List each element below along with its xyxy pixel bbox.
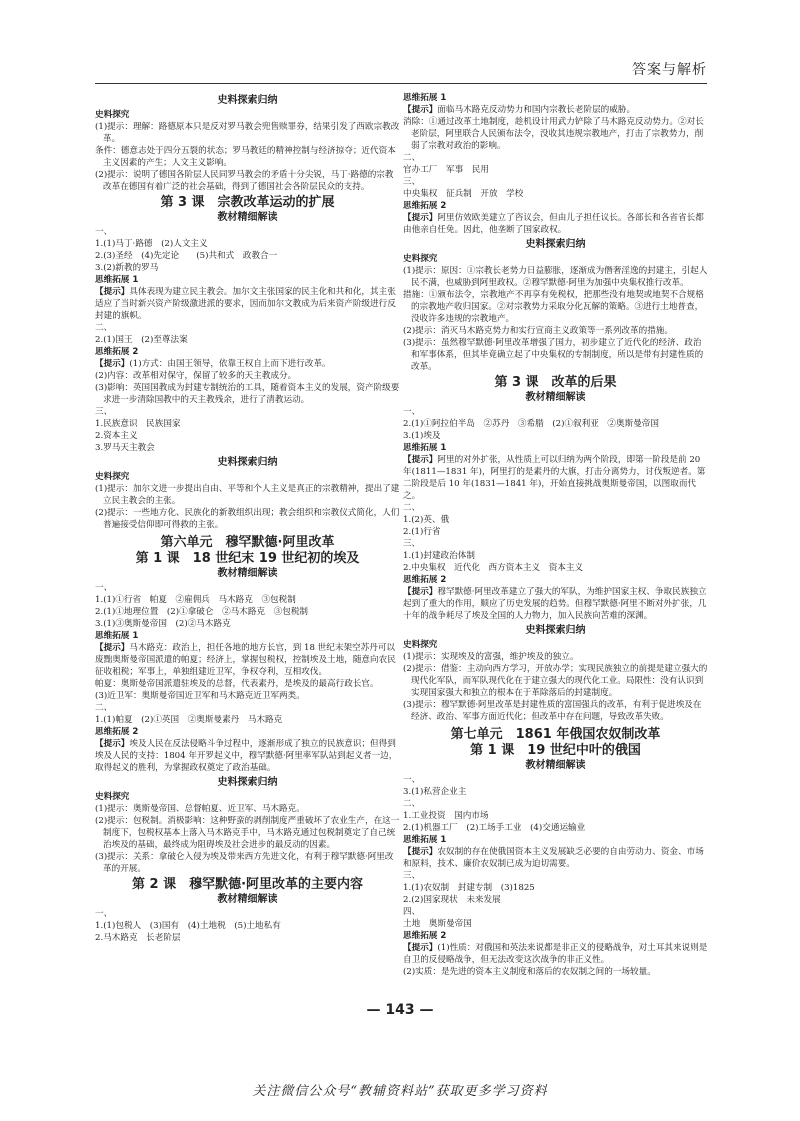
tip-text: 穆罕默德·阿里改革建立了强大的军队，为维护国家主权、争取民族独立起到了重大的作用，顺应了历史发展的趋势。但穆罕默德·阿里不断对外扩张，几十年的战争耗尽了埃及全国的人力物力，加入民族向苦难的深渊。 bbox=[403, 587, 707, 621]
section-title: 史料探索归纳 bbox=[217, 457, 278, 468]
extension-title: 思维拓展 2 bbox=[403, 931, 447, 941]
answer-line: (1)提示：理解：路德原本只是反对罗马教会兜售赎罪券，结果引发了西欧宗教改革。 bbox=[95, 122, 400, 144]
subsection-title: 史料探究 bbox=[403, 640, 438, 650]
answer-line: 中央集权 征兵制 开放 学校 bbox=[403, 189, 524, 199]
section-title: 史料探索归纳 bbox=[525, 625, 586, 636]
section-title: 教材精细解读 bbox=[525, 760, 586, 771]
answer-line: 2.(1)①地理位置 (2)①拿破仑 ②马木路克 ③包税制 bbox=[95, 607, 309, 617]
answer-line: 2.(3)圣经 (4)先定论 (5)共和式 政教合一 bbox=[95, 251, 278, 261]
answer-line: 3.(2)新教的罗马 bbox=[95, 263, 159, 273]
tip-text: 马木路克：政治上，担任各地的地方长官，到 18 世纪末架空苏丹可以废黜奥斯曼帝国派遣的帕夏；经济上，掌握包税权，控制埃及土地，随意向农民征收租税；军事上，单独组建近卫军，争权夺利，互相攻伐。 bbox=[95, 643, 396, 677]
lesson-title: 第 1 课 19 世纪中叶的俄国 bbox=[470, 743, 641, 758]
answer-line: 2.(1)国王 (2)至尊法案 bbox=[95, 335, 188, 345]
answer-line: (3)提示：虽然穆罕默德·阿里改革增强了国力，初步建立了近代化的经济、政治和军事体系，但其毕竟确立起了中央集权的专制制度，所以是带有封建性质的改革。 bbox=[403, 338, 704, 372]
extension-title: 思维拓展 1 bbox=[95, 275, 139, 285]
header-title: 答案与解析 bbox=[632, 62, 707, 78]
section-title: 史料探索归纳 bbox=[217, 95, 278, 106]
unit-title: 第七单元 1861 年俄国农奴制改革 bbox=[450, 727, 661, 742]
extension-title: 思维拓展 2 bbox=[403, 201, 447, 211]
tip-text: 阿里仿效欧美建立了咨议会，但由儿子担任议长。各部长和各省省长都由他亲自任免。因此，他垄断了国家政权。 bbox=[403, 213, 704, 235]
tip-label: 【提示】 bbox=[95, 359, 130, 369]
page-number: — 143 — bbox=[366, 1002, 434, 1018]
tip-text: 埃及人民在反法侵略斗争过程中，逐渐形成了独立的民族意识；但得到埃及人民的支持：1804 年开罗起义中，穆罕默德·阿里率军队站到起义者一边，取得起义的胜利，为掌握政权奠定了政治基础。 bbox=[95, 739, 398, 773]
answer-line: 二、 bbox=[95, 703, 113, 713]
answer-line: 2.(1)机器工厂 (2)工场手工业 (4)交通运输业 bbox=[403, 823, 586, 833]
tip-text: 农奴制的存在使俄国资本主义发展缺乏必要的自由劳动力、资金、市场和原料，技术、廉价农奴制已成为迫切需要。 bbox=[403, 847, 704, 869]
answer-line: 消除：①通过改革土地制度，趁机设计用武力铲除了马木路克反动势力。②对长老阶层，阿里联合人民颁布法令，没收其违规宗教地产，打击了宗教势力，削弱了宗教对政治的影响。 bbox=[403, 117, 704, 151]
extension-title: 思维拓展 1 bbox=[403, 443, 447, 453]
answer-line: 3.罗马天主教会 bbox=[95, 443, 155, 453]
tip-text: 面临马木路克反动势力和国内宗教长老阶层的威胁。 bbox=[437, 105, 636, 115]
extension-title: 思维拓展 1 bbox=[95, 631, 139, 641]
subsection-title: 史料探究 bbox=[95, 472, 130, 482]
left-column bbox=[95, 92, 400, 992]
answer-line: 2.资本主义 bbox=[95, 431, 138, 441]
answer-line: 2.(2)国家现状 未来发展 bbox=[403, 895, 501, 905]
answer-line: (2)提示：一些地方化、民族化的新教组织出现；教会组织和宗教仪式简化，人们普遍接受信仰即可得救的主张。 bbox=[95, 508, 400, 530]
section-title: 史料探索归纳 bbox=[525, 239, 586, 250]
lesson-title: 第 3 课 宗教改革运动的扩展 bbox=[160, 195, 335, 210]
answer-line: 3.(1)③奥斯曼帝国 (2)②马木路克 bbox=[95, 619, 231, 629]
answer-line: 四、 bbox=[403, 907, 421, 917]
answer-line: (2)内容：改革相对保守，保留了较多的天主教成分。 bbox=[95, 371, 297, 381]
answer-line: 一、 bbox=[403, 775, 421, 785]
subsection-title: 史料探究 bbox=[403, 254, 438, 264]
answer-line: (2)提示：消灭马木路克势力和实行宣商主义政策等一系列改革的措施。 bbox=[403, 326, 673, 336]
answer-line: 1.工业投资 国内市场 bbox=[403, 811, 489, 821]
section-title: 教材精细解读 bbox=[217, 894, 278, 905]
tip-label: 【提示】 bbox=[403, 587, 438, 597]
answer-line: (2)实质：是先进的资本主义制度和落后的农奴制之间的一场较量。 bbox=[403, 967, 656, 977]
answer-line: 条件：德意志处于四分五裂的状态；罗马教廷的精神控制与经济掠夺；近代资本主义因素的产生；人文主义影响。 bbox=[95, 146, 396, 168]
answer-line: 1.(1)马丁·路德 (2)人文主义 bbox=[95, 239, 208, 249]
answer-line: 三、 bbox=[403, 177, 421, 187]
unit-title: 第六单元 穆罕默德·阿里改革 bbox=[160, 535, 335, 550]
answer-line: (2)提示：包税制。消极影响：这种野蛮的剥削制度严重破坏了农业生产，在这一制度下，包税权基本上落入马木路克手中，马木路克通过包税制奠定了自己统治埃及的基础，最终成为阻碍埃及社会进步的最反动的因素。 bbox=[95, 816, 400, 850]
answer-line: 1.(1)①行省 帕夏 ②雇佣兵 马木路克 ③包税制 bbox=[95, 595, 296, 605]
answer-line: 2.马木路克 长老阶层 bbox=[95, 933, 181, 943]
right-column bbox=[403, 92, 708, 992]
answer-line: 二、 bbox=[403, 799, 421, 809]
answer-line: 三、 bbox=[95, 407, 113, 417]
answer-line: 1.(1)农奴制 封建专制 (3)1825 bbox=[403, 883, 535, 893]
answer-line: (3)影响：英国国教成为封建专制统治的工具，随着资本主义的发展，资产阶级要求进一步清除国教中的天主教残余，进行了清教运动。 bbox=[95, 383, 400, 405]
section-title: 教材精细解读 bbox=[217, 212, 278, 223]
answer-line: (2)提示：说明了德国各阶层人民同罗马教会的矛盾十分尖锐，马丁·路德的宗教改革在德国有着广泛的社会基础，得到了德国社会各阶层民众的支持。 bbox=[95, 170, 394, 192]
answer-line: (1)提示：加尔文进一步提出自由、平等和个人主义是真正的宗教精神，提出了建立民主教会的主张。 bbox=[95, 484, 400, 506]
answer-line: 官办工厂 军事 民用 bbox=[403, 165, 489, 175]
tip-text: 阿里的对外扩张，从性质上可以归纳为两个阶段，即第一阶段是前 20 年(1811—1831 年)，阿里打的是素丹的大旗，打击分离势力，讨伐叛逆者。第二阶段是后 10 年(1831—1841 年)，开始直接挑战奥斯曼帝国，以图取而代之。 bbox=[403, 455, 706, 501]
tip-label: 【提示】 bbox=[403, 943, 438, 953]
answer-line: 3.(1)埃及 bbox=[403, 431, 441, 441]
answer-line: 二、 bbox=[403, 153, 421, 163]
answer-line: 一、 bbox=[95, 583, 113, 593]
extension-title: 思维拓展 1 bbox=[403, 93, 447, 103]
answer-line: 3.(1)私营企业主 bbox=[403, 787, 467, 797]
extension-title: 思维拓展 2 bbox=[95, 727, 139, 737]
lesson-title: 第 1 课 18 世纪末 19 世纪初的埃及 bbox=[135, 551, 360, 566]
answer-line: 2.(1)①阿拉伯半岛 ②苏丹 ③希腊 (2)①叙利亚 ②奥斯曼帝国 bbox=[403, 419, 659, 429]
section-title: 教材精细解读 bbox=[217, 568, 278, 579]
answer-line: 2.(1)行省 bbox=[403, 527, 441, 537]
lesson-title: 第 2 课 穆罕默德·阿里改革的主要内容 bbox=[131, 877, 364, 892]
tip-label: 【提示】 bbox=[95, 739, 130, 749]
answer-line: 一、 bbox=[95, 909, 113, 919]
answer-line: 帕夏：奥斯曼帝国派遣驻埃及的总督，代表素丹，是埃及的最高行政长官。 bbox=[95, 679, 379, 689]
section-title: 教材精细解读 bbox=[525, 392, 586, 403]
answer-line: 1.(1)包税人 (3)国有 (4)土地税 (5)土地私有 bbox=[95, 921, 281, 931]
subsection-title: 史料探究 bbox=[95, 110, 130, 120]
answer-line: 一、 bbox=[95, 227, 113, 237]
answer-line: 1.(1)帕夏 (2)①英国 ②奥斯曼素丹 马木路克 bbox=[95, 715, 283, 725]
answer-line: (3)近卫军：奥斯曼帝国近卫军和马木路克近卫军两类。 bbox=[95, 691, 305, 701]
tip-label: 【提示】 bbox=[95, 643, 130, 653]
tip-label: 【提示】 bbox=[403, 455, 438, 465]
tip-text: (1)性质：对俄国和英法来说都是非正义的侵略战争，对土耳其来说则是自卫的反侵略战争，但无法改变这次战争的非正义性。 bbox=[403, 943, 708, 965]
tip-label: 【提示】 bbox=[403, 847, 438, 857]
answer-line: (3)提示：关系：拿破仑入侵为埃及带来西方先进文化，有利于穆罕默德·阿里改革的开展。 bbox=[95, 852, 394, 874]
section-title: 史料探索归纳 bbox=[217, 777, 278, 788]
answer-line: 措施：①颁布法令，宗教地产不再享有免税权，把那些没有地契或地契不合规格的宗教地产收归国家。②对宗教势力采取分化瓦解的策略。③进行土地普查，没收许多违规的宗教地产。 bbox=[403, 290, 704, 324]
answer-line: 一、 bbox=[403, 407, 421, 417]
answer-line: 土地 奥斯曼帝国 bbox=[403, 919, 472, 929]
tip-label: 【提示】 bbox=[403, 105, 438, 115]
answer-line: (2)提示：借鉴：主动向西方学习，开放办学；实现民族独立的前提是建立强大的现代化军队，而军队现代化在于建立强大的现代化工业。局限性：没有认识到实现国家强大和独立的根本在于革除落后的封建制度。 bbox=[403, 664, 708, 698]
answer-line: (3)提示：穆罕默德·阿里改革是封建性质的富国强兵的改革，有利于促进埃及在经济、政治、军事方面近代化；但改革中存在问题，导致改革失败。 bbox=[403, 700, 702, 722]
extension-title: 思维拓展 2 bbox=[95, 347, 139, 357]
answer-line: 二、 bbox=[95, 323, 113, 333]
answer-line: (1)提示：原因：①宗教长老势力日益膨胀，逐渐成为僭奢淫逸的封建主，引起人民不满，也威胁到阿里政权。②穆罕默德·阿里为加强中央集权推行改革。 bbox=[403, 266, 708, 288]
subsection-title: 史料探究 bbox=[95, 792, 130, 802]
answer-line: (1)提示：实现埃及的富强，维护埃及的独立。 bbox=[403, 652, 579, 662]
tip-label: 【提示】 bbox=[403, 213, 438, 223]
answer-line: 三、 bbox=[403, 539, 421, 549]
answer-line: 二、 bbox=[403, 503, 421, 513]
footer-note: 关注微信公众号“教辅资料站”获取更多学习资料 bbox=[252, 1084, 548, 1099]
tip-label: 【提示】 bbox=[95, 287, 130, 297]
extension-title: 思维拓展 1 bbox=[403, 835, 447, 845]
answer-line: (1)提示：奥斯曼帝国、总督帕夏、近卫军、马木路克。 bbox=[95, 804, 305, 814]
answer-line: 1.(1)封建政治体制 bbox=[403, 551, 475, 561]
answer-line: 1.(2)英、俄 bbox=[403, 515, 450, 525]
answer-line: 三、 bbox=[403, 871, 421, 881]
page-header bbox=[95, 55, 707, 84]
answer-line: 2.中央集权 近代化 西方资本主义 资本主义 bbox=[403, 563, 584, 573]
extension-title: 思维拓展 2 bbox=[403, 575, 447, 585]
tip-text: (1)方式：由国王领导，依靠王权自上而下进行改革。 bbox=[129, 359, 331, 369]
tip-text: 具体表现为建立民主教会。加尔文主张国家的民主化和共和化，其主张适应了当时新兴资产阶级激进派的要求，因而加尔文教成为后来资产阶级进行反封建的旗帜。 bbox=[95, 287, 396, 321]
lesson-title: 第 3 课 改革的后果 bbox=[494, 375, 617, 390]
answer-line: 1.民族意识 民族国家 bbox=[95, 419, 181, 429]
